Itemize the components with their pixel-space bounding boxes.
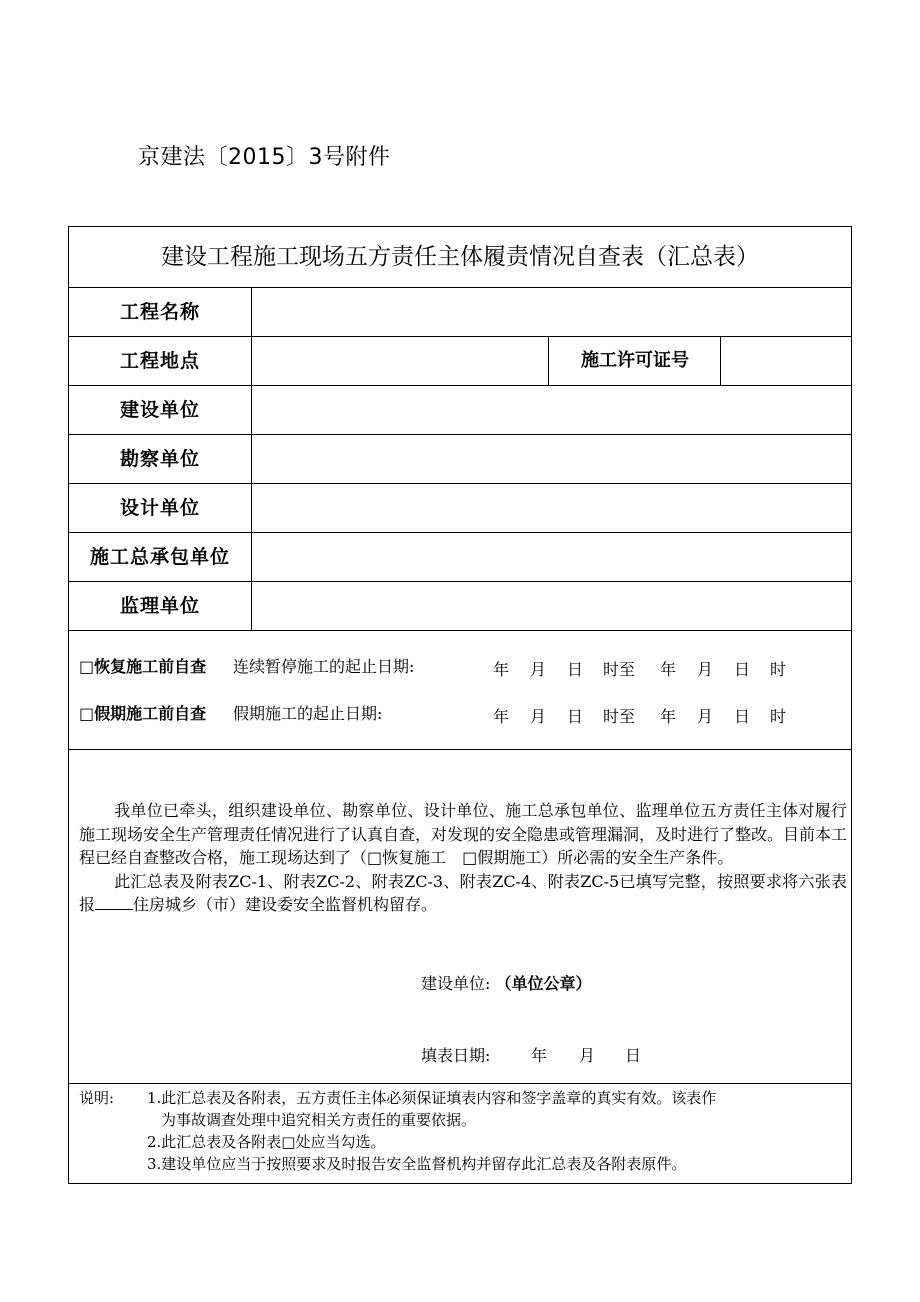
holiday-self-check-row: [79, 704, 206, 724]
statement-paragraph: [79, 799, 847, 917]
row-divider: [69, 1083, 851, 1084]
resume-label: 恢复施工前自查: [94, 657, 207, 676]
resume-month: 月: [530, 660, 547, 679]
fill-date-day: 日: [625, 1046, 642, 1065]
holiday-month-end: 月: [697, 707, 714, 726]
label-permit-number: 施工许可证号: [581, 350, 689, 371]
notes-label: 说明:: [79, 1089, 115, 1107]
signature-line: [421, 971, 592, 994]
col-divider: [251, 287, 252, 630]
self-check-form: [68, 226, 852, 1184]
label-supervision-unit: 监理单位: [119, 595, 200, 617]
statement-para-2-post: 住房城乡（市）建设委安全监督机构留存。: [133, 895, 438, 914]
form-title: 建设工程施工现场五方责任主体履责情况自查表（汇总表）: [161, 244, 759, 270]
row-divider: [69, 630, 851, 631]
sign-label: 建设单位:: [421, 974, 491, 993]
attachment-heading: 京建法〔2015〕3号附件: [138, 145, 391, 170]
note-3-text: 3.建设单位应当于按照要求及时报告安全监督机构并留存此汇总表及各附表原件。: [147, 1155, 687, 1173]
label-design-unit: 设计单位: [119, 497, 200, 519]
note-1-text: 1.此汇总表及各附表，五方责任主体必须保证填表内容和签字盖章的真实有效。该表作: [147, 1089, 717, 1107]
holiday-day-end: 日: [734, 707, 751, 726]
resume-self-check-row: [79, 657, 206, 677]
holiday-hour-end: 时: [770, 707, 787, 726]
fill-date-line: [421, 1043, 490, 1066]
label-project-location: 工程地点: [119, 350, 200, 372]
note-1-cont-text: 为事故调查处理中追究相关方责任的重要依据。: [161, 1111, 477, 1129]
holiday-hour-to: 时至: [603, 707, 636, 726]
note-2: [79, 1131, 849, 1153]
holiday-year: 年: [493, 707, 510, 726]
resume-year-end: 年: [660, 660, 677, 679]
resume-day-end: 日: [734, 660, 751, 679]
resume-checkbox[interactable]: □: [79, 657, 95, 676]
resume-month-end: 月: [697, 660, 714, 679]
resume-hour-end: 时: [770, 660, 787, 679]
fill-date-label: 填表日期:: [421, 1046, 491, 1065]
fill-date-year: 年: [531, 1046, 548, 1065]
note-1-cont: [79, 1109, 849, 1131]
resume-day: 日: [567, 660, 584, 679]
holiday-day: 日: [567, 707, 584, 726]
label-project-name: 工程名称: [119, 301, 200, 323]
label-survey-unit: 勘察单位: [119, 448, 200, 470]
holiday-month: 月: [530, 707, 547, 726]
holiday-date-desc: 假期施工的起止日期:: [233, 704, 383, 723]
resume-year: 年: [493, 660, 510, 679]
statement-para-1: 我单位已牵头，组织建设单位、勘察单位、设计单位、施工总承包单位、监理单位五方责任主体对履行施工现场安全生产管理责任情况进行了认真自查，对发现的安全隐患或管理漏洞，及时进行了整改。目前本工程已经自查整改合格，施工现场达到了（□恢复施工 □假期施工）所必需的安全生产条件。: [79, 801, 848, 867]
seal-placeholder: （单位公章）: [495, 974, 592, 993]
holiday-checkbox[interactable]: □: [79, 704, 95, 723]
holiday-year-end: 年: [660, 707, 677, 726]
note-1: [79, 1087, 849, 1109]
statement-para-2-pre: 此汇总表及附表ZC-1、附表ZC-2、附表ZC-3、附表ZC-4、附表ZC-5已填写完整，按照要求将六张表报: [79, 871, 847, 914]
note-3: [79, 1153, 849, 1175]
resume-date-desc: 连续暂停施工的起止日期:: [233, 657, 415, 676]
label-general-contractor: 施工总承包单位: [89, 546, 230, 568]
label-construction-unit: 建设单位: [119, 399, 200, 421]
holiday-label: 假期施工前自查: [94, 704, 207, 723]
district-blank[interactable]: [95, 909, 133, 910]
resume-hour-to: 时至: [603, 660, 636, 679]
statement-para-2: [79, 870, 847, 917]
note-2-text: 2.此汇总表及各附表□处应当勾选。: [147, 1133, 386, 1151]
row-divider: [69, 749, 851, 750]
fill-date-month: 月: [579, 1046, 596, 1065]
notes-section: [79, 1087, 849, 1175]
